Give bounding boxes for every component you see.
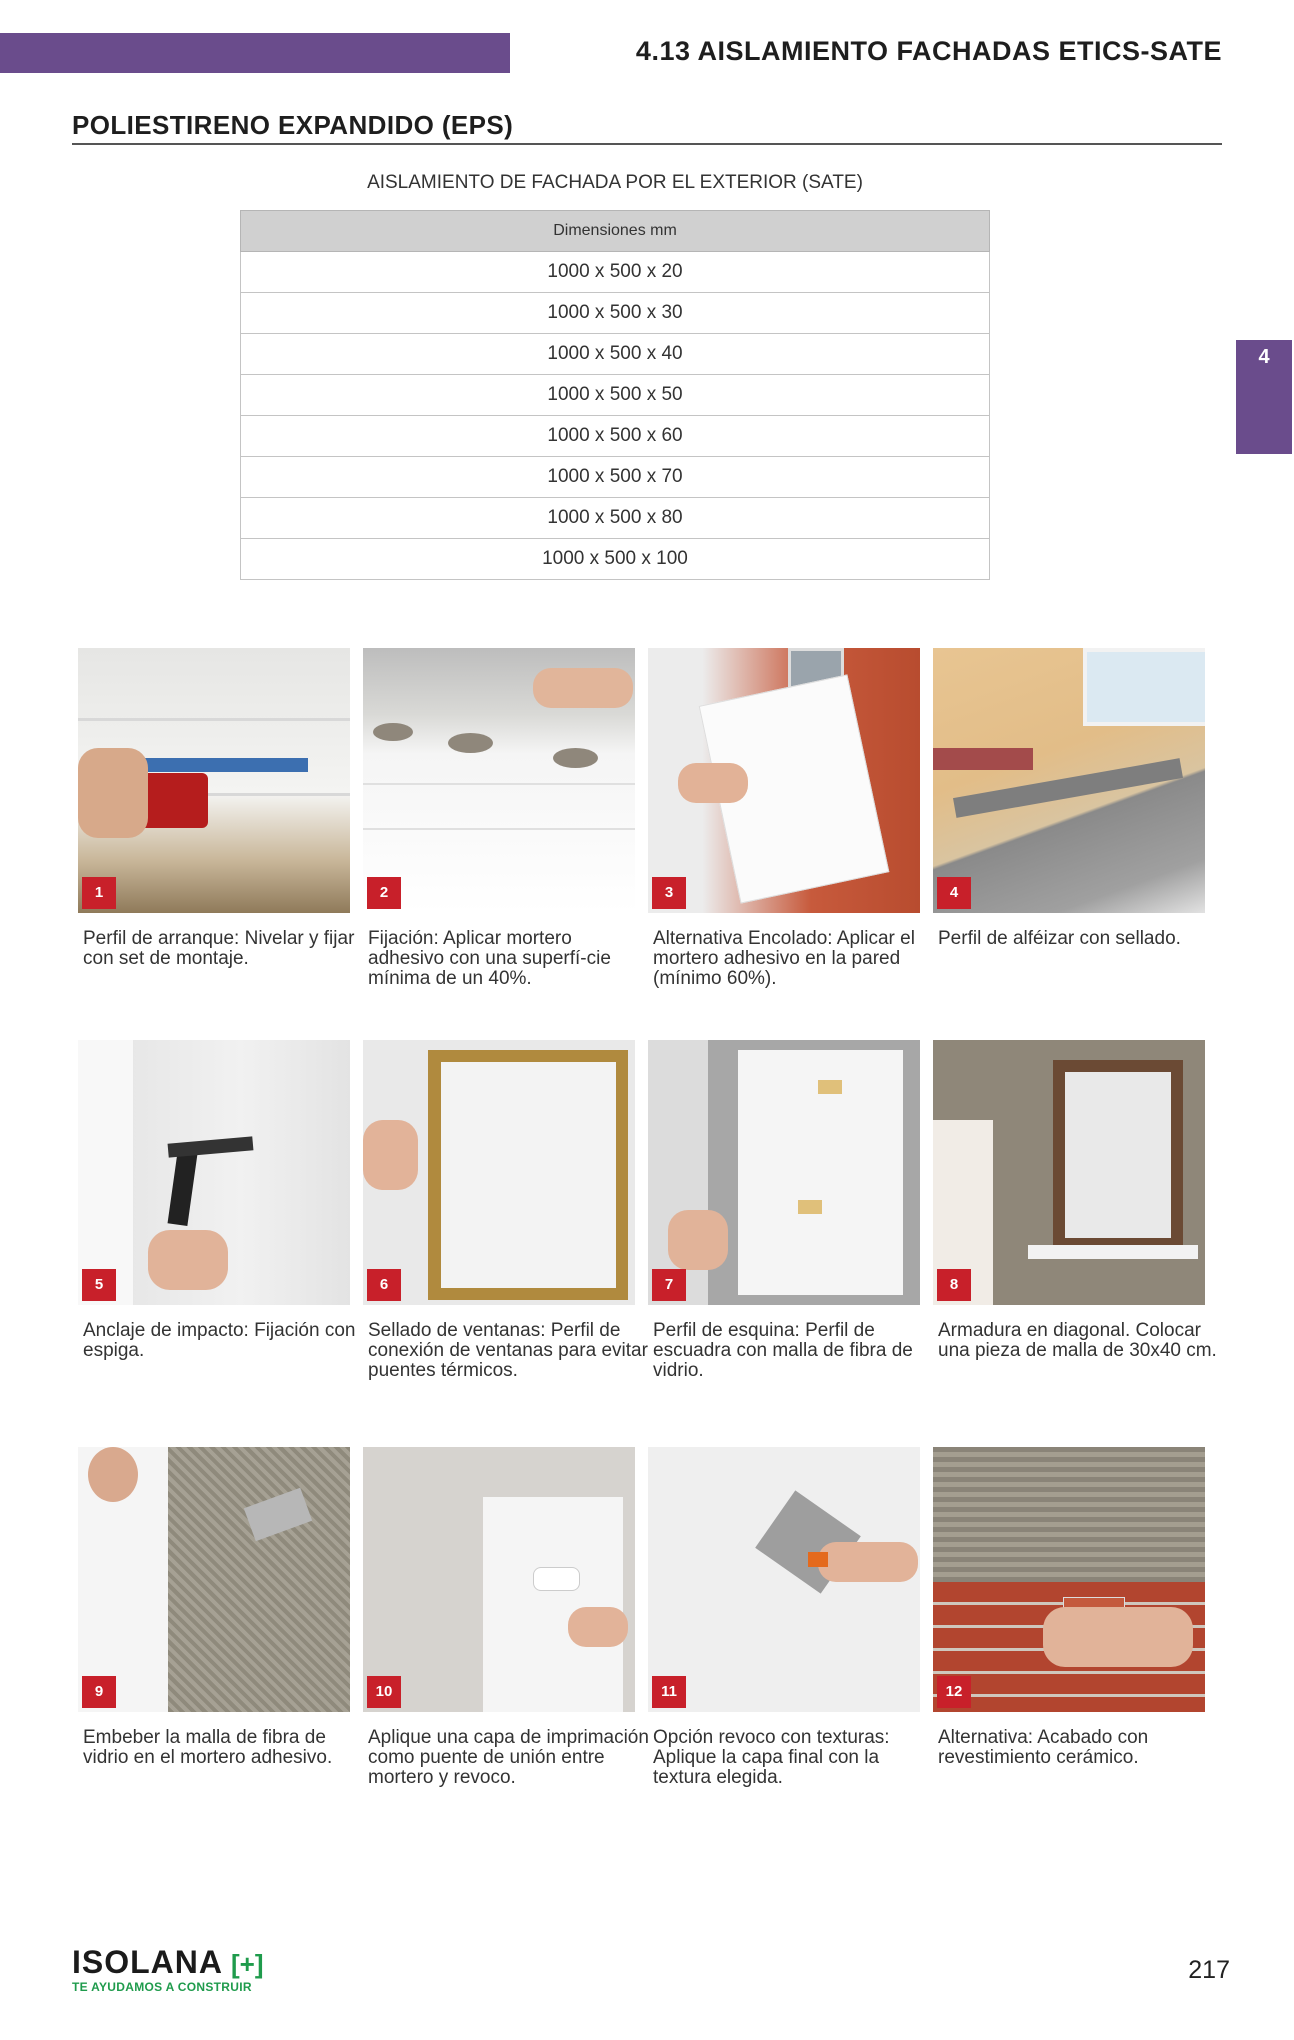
table-row bbox=[241, 375, 990, 416]
step-number-badge: 12 bbox=[937, 1676, 971, 1708]
product-title: POLIESTIRENO EXPANDIDO (EPS) bbox=[72, 110, 514, 140]
step-caption: Perfil de alféizar con sellado. bbox=[938, 928, 1181, 949]
logo-slogan: TE AYUDAMOS A CONSTRUIR bbox=[72, 1980, 252, 1994]
table-row bbox=[241, 539, 990, 580]
step-caption: Armadura en diagonal. Colocar una pieza de malla de 30x40 cm. bbox=[938, 1320, 1217, 1361]
table-cell: 1000 x 500 x 20 bbox=[241, 252, 990, 293]
step-number-badge: 7 bbox=[652, 1269, 686, 1301]
step-10-photo bbox=[363, 1447, 635, 1712]
header-accent-bar bbox=[0, 33, 510, 73]
step-6 bbox=[363, 1040, 648, 1381]
table-row bbox=[241, 252, 990, 293]
table-cell: 1000 x 500 x 60 bbox=[241, 416, 990, 457]
logo-mark-icon: [+] bbox=[231, 1949, 264, 1979]
table-cell: 1000 x 500 x 50 bbox=[241, 375, 990, 416]
table-row bbox=[241, 457, 990, 498]
step-3 bbox=[648, 648, 930, 989]
step-10 bbox=[363, 1447, 649, 1788]
logo-name: ISOLANA bbox=[72, 1944, 223, 1980]
step-9-photo bbox=[78, 1447, 350, 1712]
step-1-photo bbox=[78, 648, 350, 913]
step-7-photo bbox=[648, 1040, 920, 1305]
step-4-photo bbox=[933, 648, 1205, 913]
step-caption: Alternativa Encolado: Aplicar el mortero adhesivo en la pared (mínimo 60%). bbox=[653, 928, 915, 989]
table-cell: 1000 x 500 x 80 bbox=[241, 498, 990, 539]
step-9 bbox=[78, 1447, 360, 1768]
brand-logo[interactable] bbox=[72, 1945, 264, 1994]
chapter-tab[interactable]: 4 bbox=[1236, 340, 1292, 454]
step-2 bbox=[363, 648, 645, 989]
step-6-photo bbox=[363, 1040, 635, 1305]
step-number-badge: 4 bbox=[937, 877, 971, 909]
logo-wordmark bbox=[72, 1945, 264, 1980]
step-caption: Alternativa: Acabado con revestimiento cerámico. bbox=[938, 1727, 1149, 1768]
table-caption: AISLAMIENTO DE FACHADA POR EL EXTERIOR (SATE) bbox=[367, 172, 863, 193]
table-row bbox=[241, 334, 990, 375]
step-4 bbox=[933, 648, 1215, 949]
step-caption: Opción revoco con texturas: Aplique la capa final con la textura elegida. bbox=[653, 1727, 890, 1788]
section-title: 4.13 AISLAMIENTO FACHADAS ETICS-SATE bbox=[635, 36, 1222, 66]
step-caption: Fijación: Aplicar mortero adhesivo con una superfí-cie mínima de un 40%. bbox=[368, 928, 611, 989]
step-5-photo bbox=[78, 1040, 350, 1305]
table-header: Dimensiones mm bbox=[241, 211, 990, 252]
step-number-badge: 5 bbox=[82, 1269, 116, 1301]
step-number-badge: 6 bbox=[367, 1269, 401, 1301]
dimensions-table bbox=[240, 210, 990, 580]
table-cell: 1000 x 500 x 40 bbox=[241, 334, 990, 375]
step-5 bbox=[78, 1040, 360, 1361]
step-caption: Perfil de arranque: Nivelar y fijar con set de montaje. bbox=[83, 928, 355, 969]
step-12 bbox=[933, 1447, 1215, 1768]
step-8-photo bbox=[933, 1040, 1205, 1305]
step-caption: Perfil de esquina: Perfil de escuadra con malla de fibra de vidrio. bbox=[653, 1320, 913, 1381]
step-8 bbox=[933, 1040, 1215, 1361]
step-3-photo bbox=[648, 648, 920, 913]
step-number-badge: 10 bbox=[367, 1676, 401, 1708]
step-12-photo bbox=[933, 1447, 1205, 1712]
table-cell: 1000 x 500 x 100 bbox=[241, 539, 990, 580]
table-row bbox=[241, 498, 990, 539]
step-caption: Anclaje de impacto: Fijación con espiga. bbox=[83, 1320, 356, 1361]
step-number-badge: 11 bbox=[652, 1676, 686, 1708]
step-number-badge: 1 bbox=[82, 877, 116, 909]
table-row bbox=[241, 293, 990, 334]
step-number-badge: 2 bbox=[367, 877, 401, 909]
step-caption: Embeber la malla de fibra de vidrio en el mortero adhesivo. bbox=[83, 1727, 333, 1768]
step-7 bbox=[648, 1040, 930, 1381]
table-cell: 1000 x 500 x 70 bbox=[241, 457, 990, 498]
table-row bbox=[241, 416, 990, 457]
step-caption: Sellado de ventanas: Perfil de conexión de ventanas para evitar puentes térmicos. bbox=[368, 1320, 648, 1381]
step-number-badge: 3 bbox=[652, 877, 686, 909]
step-1 bbox=[78, 648, 360, 969]
step-number-badge: 8 bbox=[937, 1269, 971, 1301]
page-number: 217 bbox=[1188, 1956, 1230, 1984]
step-11-photo bbox=[648, 1447, 920, 1712]
table-cell: 1000 x 500 x 30 bbox=[241, 293, 990, 334]
step-2-photo bbox=[363, 648, 635, 913]
title-divider bbox=[72, 143, 1222, 145]
step-caption: Aplique una capa de imprimación como puente de unión entre mortero y revoco. bbox=[368, 1727, 649, 1788]
step-number-badge: 9 bbox=[82, 1676, 116, 1708]
step-11 bbox=[648, 1447, 930, 1788]
